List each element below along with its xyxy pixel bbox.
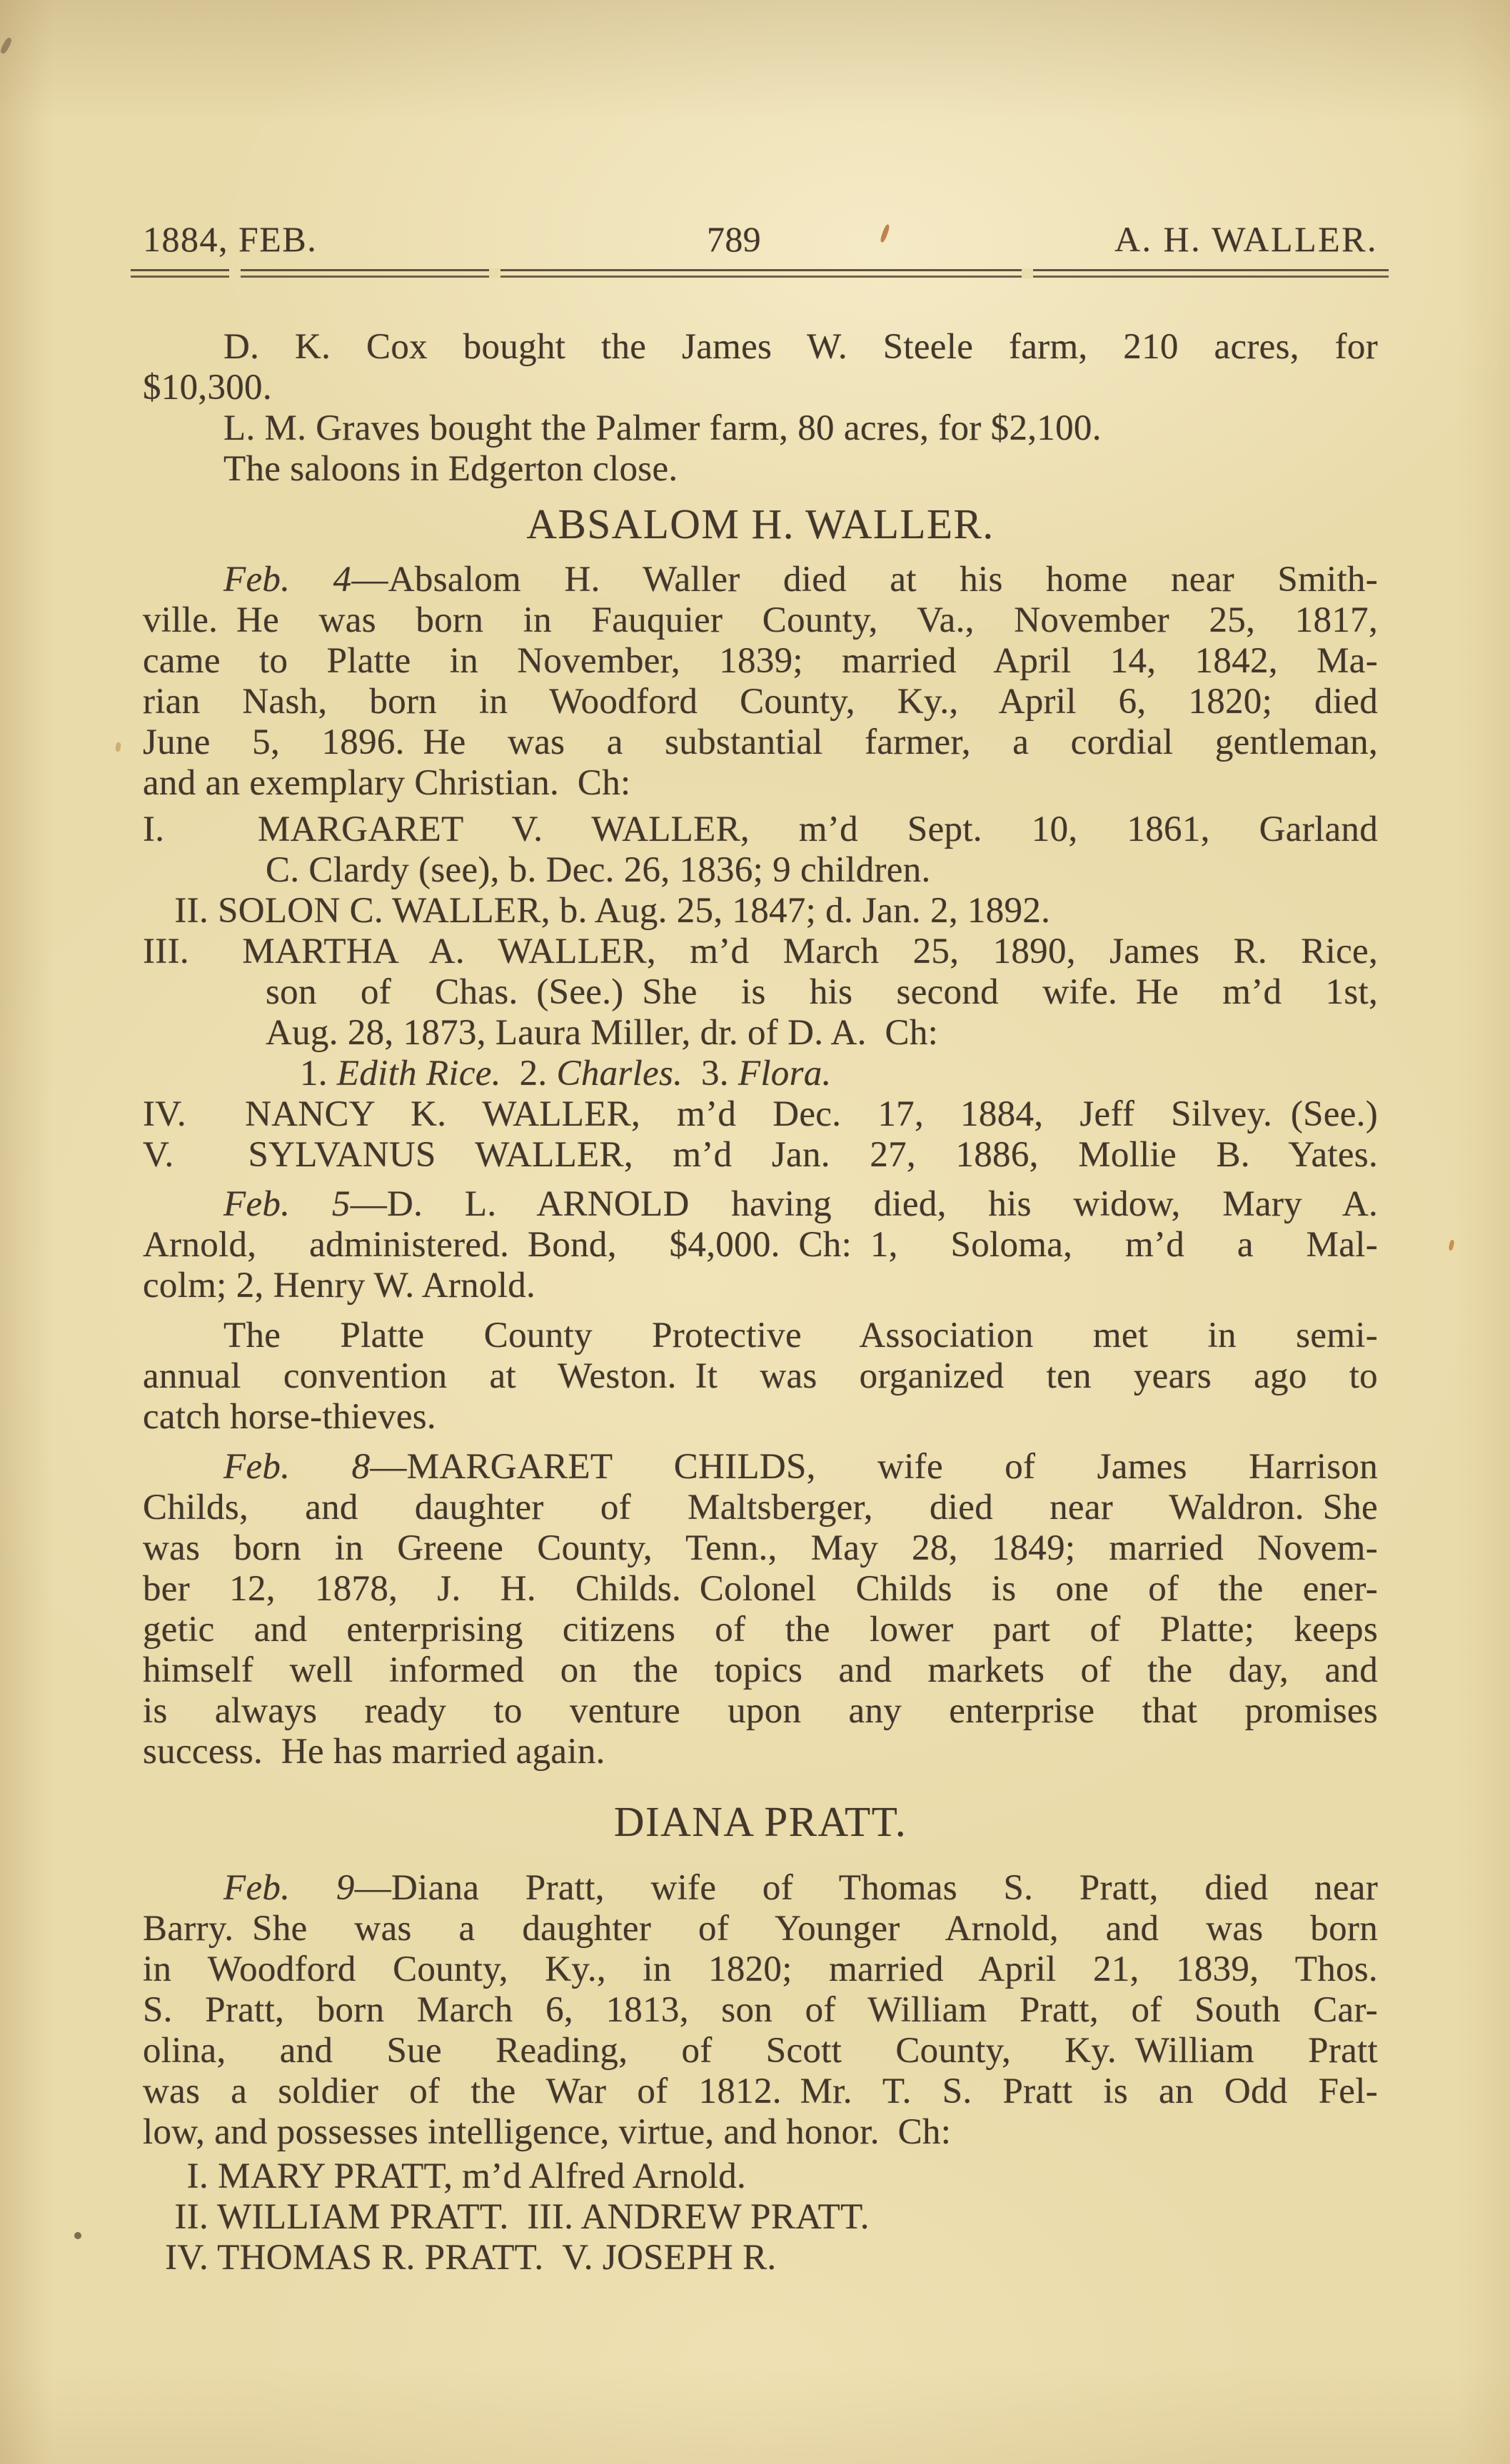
text-line [143, 600, 1378, 641]
text-line [143, 1528, 1378, 1569]
text-line [143, 2156, 1378, 2197]
list-numeral: V. [143, 1135, 174, 1175]
line-text: SYLVANUS WALLER, m’d Jan. 27, 1886, Mollie B. Yates. [248, 1135, 1378, 1175]
line-text: olina, and Sue Reading, of Scott County, Ky. William Pratt [143, 2031, 1378, 2071]
line-text: THOMAS R. PRATT. V. JOSEPH R. [217, 2238, 777, 2278]
line-text: himself well informed on the topics and markets of the day, and [143, 1650, 1378, 1690]
text-line [143, 1569, 1378, 1610]
section-heading: ABSALOM H. WALLER. [526, 500, 995, 547]
line-text: June 5, 1896. He was a substantial farmer, a cordial gentleman, [143, 722, 1378, 762]
page-text-column [143, 0, 1378, 2278]
page-header [143, 219, 1378, 260]
line-text: Feb. 8—MARGARET CHILDS, wife of James Harrison [223, 1447, 1378, 1487]
text-line [143, 850, 1378, 891]
text-line [143, 1610, 1378, 1650]
text-line [143, 972, 1378, 1013]
list-numeral: III. [143, 931, 189, 971]
text-line [143, 1650, 1378, 1691]
text-line [143, 408, 1378, 449]
text-line [143, 722, 1378, 763]
list-numeral: II. [174, 891, 208, 931]
line-text: and an exemplary Christian. Ch: [143, 763, 631, 803]
text-line [143, 1990, 1378, 2031]
line-text: Feb. 4—Absalom H. Waller died at his home near Smith- [223, 560, 1379, 600]
line-text: Barry. She was a daughter of Younger Arnold, and was born [143, 1909, 1378, 1949]
entry-list [143, 2156, 1378, 2278]
rule-gap [1022, 268, 1033, 278]
line-text: The Platte County Protective Association met in semi- [223, 1316, 1378, 1355]
paragraph [143, 408, 1378, 449]
line-text: SOLON C. WALLER, b. Aug. 25, 1847; d. Jan. 2, 1892. [218, 891, 1051, 931]
line-text: S. Pratt, born March 6, 1813, son of William Pratt, of South Car- [143, 1990, 1378, 2030]
text-line [143, 2197, 1378, 2238]
paragraph [143, 449, 1378, 490]
list-numeral: I. [186, 2156, 208, 2196]
text-line [143, 1316, 1378, 1356]
text-line [143, 1909, 1378, 1949]
text-line [143, 1135, 1378, 1176]
line-text: MARY PRATT, m’d Alfred Arnold. [218, 2156, 747, 2196]
header-rule [131, 269, 1389, 278]
line-text: NANCY K. WALLER, m’d Dec. 17, 1884, Jeff Silvey. (See.) [245, 1094, 1378, 1134]
text-line [143, 1054, 1378, 1094]
line-text: C. Clardy (see), b. Dec. 26, 1836; 9 children. [266, 850, 931, 890]
line-text: L. M. Graves bought the Palmer farm, 80 acres, for $2,100. [223, 408, 1102, 448]
line-text: The saloons in Edgerton close. [223, 449, 678, 489]
line-text: colm; 2, Henry W. Arnold. [143, 1266, 536, 1306]
text-line [143, 2031, 1378, 2071]
line-text: came to Platte in November, 1839; married April 14, 1842, Ma- [143, 641, 1378, 681]
line-text: ber 12, 1878, J. H. Childs. Colonel Childs is one of the ener- [143, 1569, 1378, 1609]
line-text: Childs, and daughter of Maltsberger, died near Waldron. She [143, 1488, 1378, 1528]
line-text: catch horse-thieves. [143, 1397, 436, 1437]
line-text: MARTHA A. WALLER, m’d March 25, 1890, James R. Rice, [242, 931, 1378, 971]
line-text: Arnold, administered. Bond, $4,000. Ch: 1, Soloma, m’d a Mal- [143, 1225, 1378, 1265]
paragraph [143, 1868, 1378, 2153]
text-line [143, 1868, 1378, 1909]
section-heading: DIANA PRATT. [613, 1798, 907, 1845]
line-text: in Woodford County, Ky., in 1820; married April 21, 1839, Thos. [143, 1949, 1378, 1989]
text-line [143, 2071, 1378, 2112]
ink-speck [0, 36, 13, 54]
line-text: Aug. 28, 1873, Laura Miller, dr. of D. A. Ch: [266, 1013, 939, 1053]
text-line [143, 809, 1378, 850]
line-text: ville. He was born in Fauquier County, Va., November 25, 1817, [143, 600, 1378, 640]
text-line [143, 327, 1378, 368]
line-text: low, and possesses intelligence, virtue, and honor. Ch: [143, 2112, 952, 2152]
line-text: Feb. 5—D. L. ARNOLD having died, his widow, Mary A. [223, 1184, 1378, 1224]
rule-gap [229, 268, 241, 278]
text-line [143, 682, 1378, 722]
text-line [143, 931, 1378, 972]
text-line [143, 1397, 1378, 1438]
page-content [143, 327, 1378, 2278]
entry-list [143, 809, 1378, 1176]
line-text: success. He has married again. [143, 1732, 605, 1772]
paragraph [143, 560, 1378, 804]
line-text: Feb. 9—Diana Pratt, wife of Thomas S. Pratt, died near [223, 1868, 1379, 1908]
text-line [143, 641, 1378, 682]
text-line [143, 368, 1378, 408]
text-line [143, 2112, 1378, 2153]
text-line [143, 1732, 1378, 1772]
text-line [143, 1356, 1378, 1397]
text-line [143, 1225, 1378, 1266]
text-line [143, 1949, 1378, 1990]
list-numeral: IV. [165, 2238, 208, 2278]
line-text: rian Nash, born in Woodford County, Ky., April 6, 1820; died [143, 682, 1378, 722]
ink-speck [74, 2232, 81, 2239]
header-date: 1884, FEB. [143, 219, 318, 259]
line-text: D. K. Cox bought the James W. Steele farm, 210 acres, for [223, 327, 1378, 367]
line-text: was a soldier of the War of 1812. Mr. T. S. Pratt is an Odd Fel- [143, 2071, 1378, 2111]
header-entry-title: A. H. WALLER. [1114, 219, 1379, 259]
line-text: is always ready to venture upon any enterprise that promises [143, 1691, 1378, 1731]
ink-speck [1449, 1240, 1455, 1251]
text-line [143, 1447, 1378, 1488]
page-number: 789 [707, 219, 761, 259]
rule-gap [489, 268, 500, 278]
text-line [143, 449, 1378, 490]
text-line [143, 891, 1378, 931]
text-line [143, 1184, 1378, 1225]
list-numeral: IV. [143, 1094, 186, 1134]
paragraph [143, 1184, 1378, 1306]
line-text: MARGARET V. WALLER, m’d Sept. 10, 1861, Garland [257, 809, 1378, 849]
text-line [143, 1691, 1378, 1732]
line-text: WILLIAM PRATT. III. ANDREW PRATT. [217, 2197, 870, 2237]
line-text: getic and enterprising citizens of the lower part of Platte; keeps [143, 1610, 1378, 1650]
line-text: annual convention at Weston. It was organized ten years ago to [143, 1356, 1378, 1396]
line-text: was born in Greene County, Tenn., May 28, 1849; married Novem- [143, 1528, 1378, 1568]
line-text: $10,300. [143, 368, 272, 408]
paragraph [143, 1447, 1378, 1772]
text-line [143, 1266, 1378, 1306]
line-text: 1. Edith Rice. 2. Charles. 3. Flora. [300, 1054, 832, 1094]
list-numeral: I. [143, 809, 165, 849]
text-line [143, 1094, 1378, 1135]
paragraph [143, 1316, 1378, 1438]
text-line [143, 763, 1378, 804]
paragraph [143, 327, 1378, 408]
text-line [143, 1488, 1378, 1528]
text-line [143, 2238, 1378, 2278]
ink-speck [115, 742, 121, 752]
text-line [143, 1013, 1378, 1054]
list-numeral: II. [174, 2197, 208, 2237]
line-text: son of Chas. (See.) She is his second wife. He m’d 1st, [266, 972, 1378, 1012]
text-line [143, 560, 1378, 600]
